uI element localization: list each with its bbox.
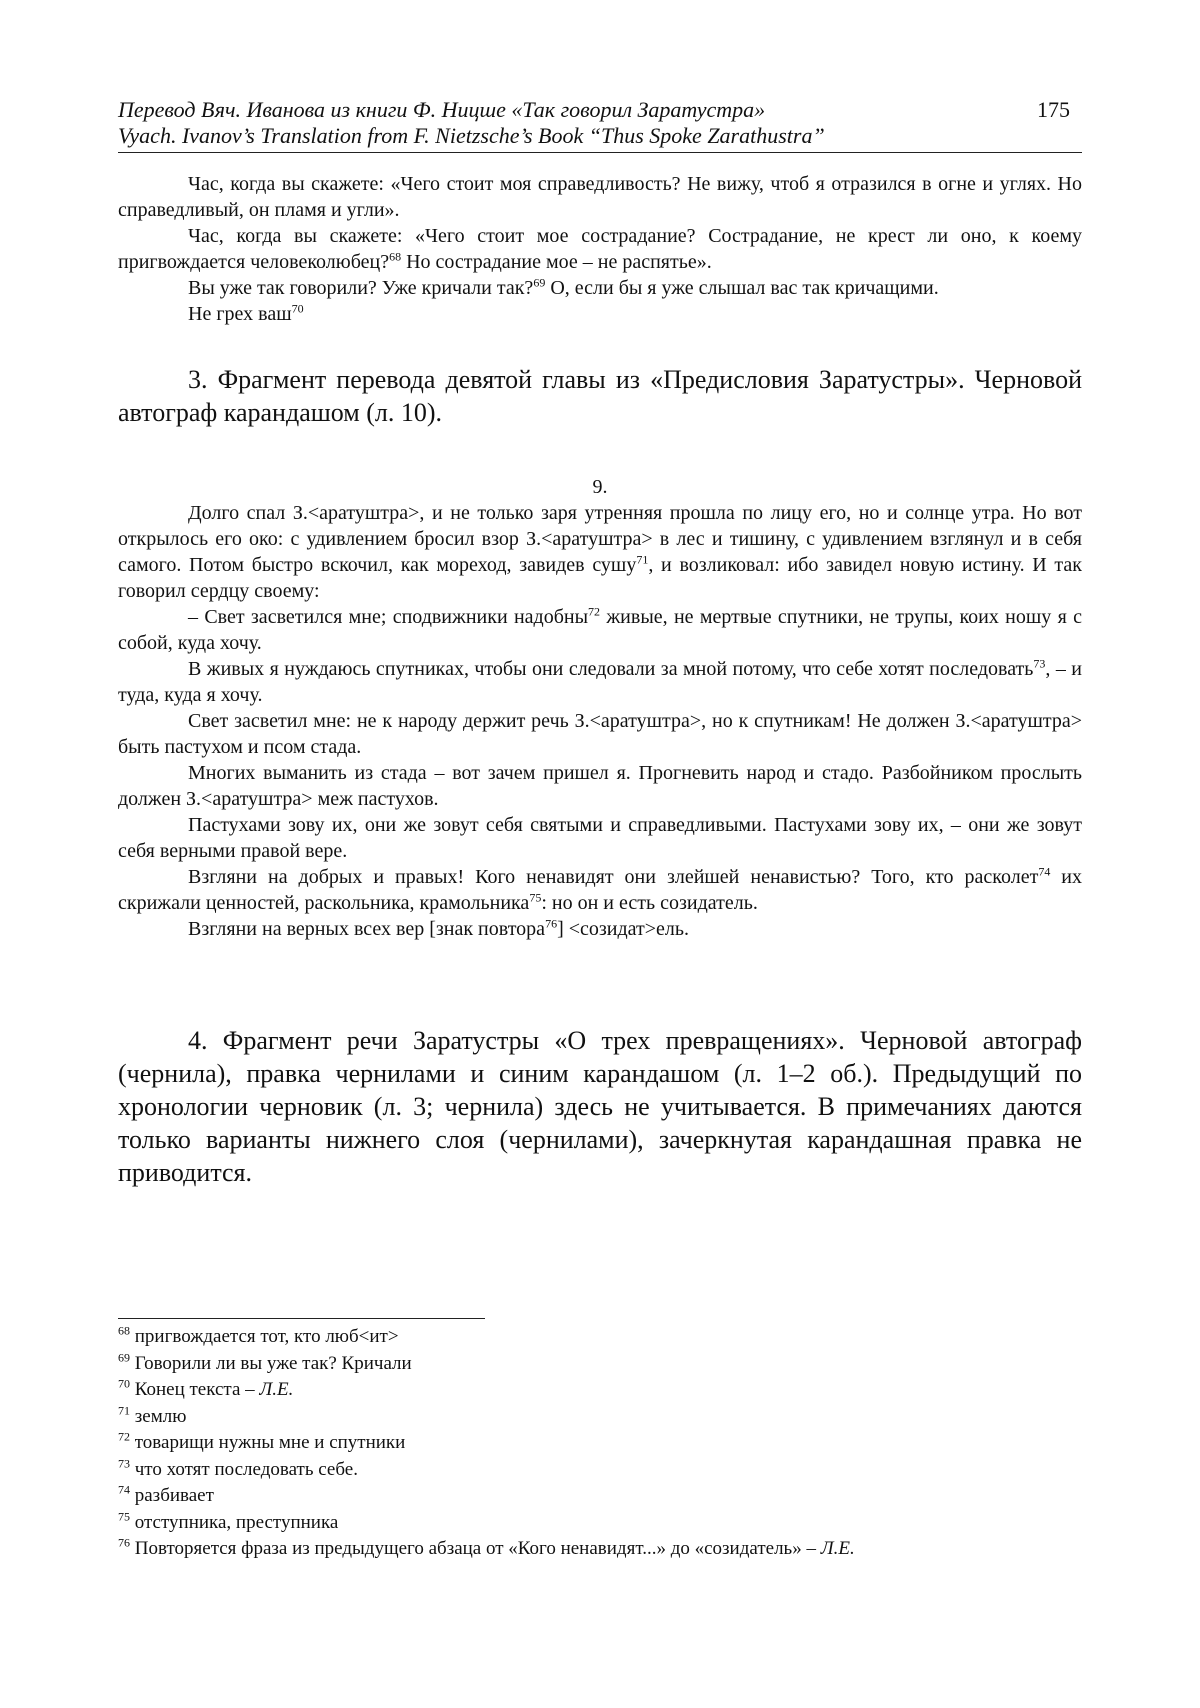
section-heading: 4. Фрагмент речи Заратустры «О трех превращениях». Черновой автограф (чернила), правка чернилами и синим карандашом (л. 1–2 об.). Предыдущий по хронологии черновик (л. 3; чернила) здесь не учитывается. В примечаниях даются только варианты нижнего слоя (чернилами), зачеркнутая карандашная правка не приводится. — [118, 1026, 1082, 1187]
footnote-item — [118, 1351, 1082, 1377]
running-header — [118, 97, 1082, 153]
footnote-text: отступника, преступника — [130, 1511, 339, 1533]
footnote-text: пригвождается тот, кто люб<ит> — [130, 1326, 399, 1347]
footnote-number: 70 — [118, 1376, 130, 1391]
footnote-ref: 73 — [1033, 656, 1046, 671]
footnote-text: Конец текста – — [130, 1379, 260, 1400]
footnote-author: Л.Е. — [259, 1379, 294, 1400]
paragraph: Вы уже так говорили? Уже кричали так?$^{69}$ О, если бы я уже слышал вас так кричащими. — [188, 275, 939, 299]
footnote-ref: 76 — [545, 916, 558, 931]
paragraph: Долго спал З.<аратуштра>, и не только заря утренняя прошла по лицу его, но и солнце утра. Но вот открылось его око: с удивлением бросил взор З.<аратуштра> в лес и тишину, с удивлением взглянул и в себя самого. Потом быстро вскочил, как мореход, завидев сушу$^{71}$, и возликовал: ибо завидел новую истину. И так говорил сердцу своему: — [118, 502, 1082, 602]
paragraph: Пастухами зову их, они же зовут себя святыми и справедливыми. Пастухами зову их, – они же зовут себя верными правой вере. — [118, 814, 1082, 862]
footnote-number: 69 — [118, 1350, 130, 1365]
footnote-number: 76 — [118, 1535, 130, 1550]
footnote-number: 68 — [118, 1323, 130, 1338]
footnote-ref: 69 — [533, 275, 546, 290]
footnote-text: разбивает — [130, 1485, 214, 1506]
header-title-ru: Перевод Вяч. Иванова из книги Ф. Ницше «Так говорил Заратустра» — [118, 97, 766, 122]
section-heading: 3. Фрагмент перевода девятой главы из «Предисловия Заратустры». Черновой автограф карандашом (л. 10). — [118, 365, 1082, 427]
footnote-number: 72 — [118, 1429, 130, 1444]
paragraph: Час, когда вы скажете: «Чего стоит моя справедливость? Не вижу, чтоб я отразился в огне и углях. Но справедливый, он пламя и угли». — [118, 173, 1082, 221]
footnote-separator — [118, 1318, 485, 1319]
footnote-item — [118, 1430, 1082, 1456]
footnote-ref: 72 — [588, 604, 601, 619]
footnote-ref: 74 — [1038, 864, 1051, 879]
footnote-ref: 68 — [389, 249, 402, 264]
footnote-ref: 71 — [636, 552, 649, 567]
footnote-text: Повторяется фраза из предыдущего абзаца от «Кого ненавидят...» до «созидатель» – — [130, 1538, 821, 1559]
footnote-text: землю — [130, 1405, 187, 1427]
footnote-item — [118, 1457, 1082, 1483]
footnote-item — [118, 1483, 1082, 1509]
footnote-item — [118, 1510, 1082, 1536]
page-number: 175 — [1037, 97, 1070, 122]
footnote-text: товарищи нужны мне и спутники — [130, 1432, 406, 1453]
footnote-ref: 75 — [529, 890, 542, 905]
footnote-author: Л.Е. — [820, 1538, 855, 1559]
footnote-item — [118, 1324, 1082, 1350]
paragraph: Не грех ваш$^{70}$ — [188, 301, 304, 325]
paragraph: Взгляни на верных всех вер [знак повтора$^{76}$] <созидат>ель. — [188, 916, 690, 940]
footnote-ref: 70 — [291, 301, 304, 316]
footnote-item — [118, 1536, 1082, 1562]
paragraph: Час, когда вы скажете: «Чего стоит мое сострадание? Сострадание, не крест ли оно, к коему пригвождается человеколюбец?$^{68}$ Но сострадание мое – не распятье». — [118, 225, 1082, 273]
footnote-item — [118, 1404, 1082, 1430]
paragraph: В живых я нуждаюсь спутниках, чтобы они следовали за мной потому, что себе хотят последовать$^{73}$, – и туда, куда я хочу. — [118, 656, 1082, 706]
chapter-number: 9. — [592, 476, 608, 498]
footnote-number: 74 — [118, 1482, 130, 1497]
paragraph: Свет засветил мне: не к народу держит речь З.<аратуштра>, но к спутникам! Не должен З.<аратуштра> быть пастухом и псом стада. — [118, 710, 1082, 758]
header-title-en: Vyach. Ivanov’s Translation from F. Nietzsche’s Book “Thus Spoke Zarathustra” — [118, 123, 825, 148]
footnote-number: 73 — [118, 1456, 130, 1471]
footnote-number: 71 — [118, 1403, 130, 1418]
footnote-number: 75 — [118, 1509, 130, 1524]
footnote-item — [118, 1377, 1082, 1403]
footnote-text: что хотят последовать себе. — [130, 1458, 358, 1480]
paragraph: – Свет засветился мне; сподвижники надобны$^{72}$ живые, не мертвые спутники, не трупы, коих ношу я с собой, куда хочу. — [118, 604, 1082, 654]
paragraph: Взгляни на добрых и правых! Кого ненавидят они злейшей ненавистью? Того, кто расколет$^{74}$ их скрижали ценностей, раскольника, крамольника$^{75}$: но он и есть созидатель. — [118, 864, 1082, 914]
footnote-text: Говорили ли вы уже так? Кричали — [130, 1352, 412, 1374]
paragraph: Многих выманить из стада – вот зачем пришел я. Прогневить народ и стадо. Разбойником прослыть должен З.<аратуштра> меж пастухов. — [118, 762, 1082, 810]
